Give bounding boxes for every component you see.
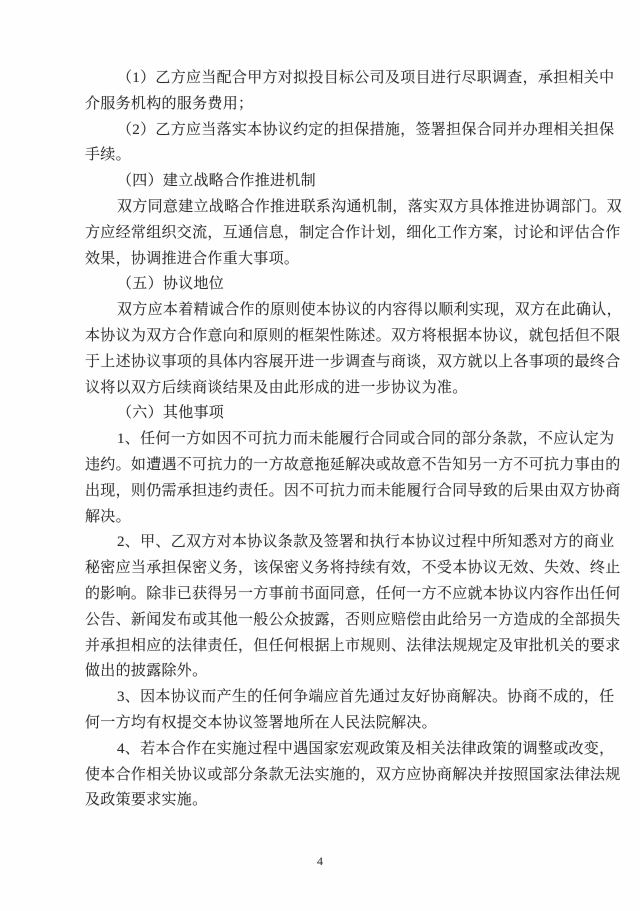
section-heading (85, 401, 563, 427)
paragraph (85, 427, 621, 530)
paragraph (85, 195, 622, 272)
text-line: 的影响。除非已获得另一方事前书面同意，任何一方不应就本协议内容作出任何 (85, 585, 621, 602)
text-line: 3、因本协议而产生的任何争端应首先通过友好协商解决。协商不成的，任 (117, 689, 615, 706)
paragraph (85, 530, 621, 685)
text-line: 出现，则仍需承担违约责任。因不可抗力而未能履行合同导致的后果由双方协商 (85, 482, 621, 499)
paragraph (85, 118, 615, 170)
text-line: 本协议为双方合作意向和原则的框架性陈述。双方将根据本协议，就包括但不限 (85, 327, 621, 344)
page-number: 4 (317, 854, 323, 868)
paragraph (85, 66, 615, 118)
paragraph (85, 298, 622, 401)
text-line: （1）乙方应当配合甲方对拟投目标公司及项目进行尽职调查，承担相关中 (117, 70, 615, 86)
text-line: 使本合作相关协议或部分条款无法实施的，双方应协商解决并按照国家法律法规 (85, 766, 621, 783)
section-heading (85, 272, 563, 298)
document-body (85, 66, 622, 814)
text-line: 公告、新闻发布或其他一般公众披露，否则应赔偿由此给另一方造成的全部损失 (85, 611, 621, 628)
paragraph (85, 737, 621, 814)
text-line: 何一方均有权提交本协议签署地所在人民法院解决。 (85, 714, 437, 731)
section-heading-line: （四）建立战略合作推进机制 (117, 173, 316, 190)
text-line: 解决。 (85, 508, 131, 525)
text-line: 双方同意建立战略合作推进联系沟通机制，落实双方具体推进协调部门。双 (117, 198, 622, 215)
section-heading (85, 169, 563, 195)
text-line: 违约。如遭遇不可抗力的一方故意拖延解决或故意不告知另一方不可抗力事由的 (85, 456, 621, 473)
text-line: （2）乙方应当落实本协议约定的担保措施，签署担保合同并办理相关担保 (117, 121, 615, 138)
text-line: 1、任何一方如因不可抗力而未能履行合同或合同的部分条款，不应认定为 (117, 431, 615, 448)
text-line: 介服务机构的服务费用； (85, 95, 254, 112)
text-line: 及政策要求实施。 (85, 792, 208, 809)
text-line: 于上述协议事项的具体内容展开进一步调查与商谈，双方就以上各事项的最终合 (85, 353, 621, 370)
paragraph (85, 685, 615, 737)
text-line: 手续。 (85, 147, 131, 164)
text-line: 4、若本合作在实施过程中遇国家宏观政策及相关法律政策的调整或改变， (117, 740, 615, 757)
text-line: 并承担相应的法律责任，但任何根据上市规则、法律法规规定及审批机关的要求 (85, 637, 621, 654)
section-heading-line: （六）其他事项 (117, 405, 225, 422)
text-line: 做出的披露除外。 (85, 663, 208, 680)
text-line: 秘密应当承担保密义务，该保密义务将持续有效，不受本协议无效、失效、终止 (85, 560, 621, 577)
text-line: 2、甲、乙双方对本协议条款及签署和执行本协议过程中所知悉对方的商业 (117, 534, 615, 551)
text-line: 效果，协调推进合作重大事项。 (85, 250, 300, 267)
section-heading-line: （五）协议地位 (117, 276, 225, 293)
text-line: 方应经常组织交流，互通信息，制定合作计划，细化工作方案，讨论和评估合作 (85, 224, 621, 241)
text-line: 双方应本着精诚合作的原则使本协议的内容得以顺利实现，双方在此确认， (117, 302, 622, 319)
text-line: 议将以双方后续商谈结果及由此形成的进一步协议为准。 (85, 379, 468, 396)
